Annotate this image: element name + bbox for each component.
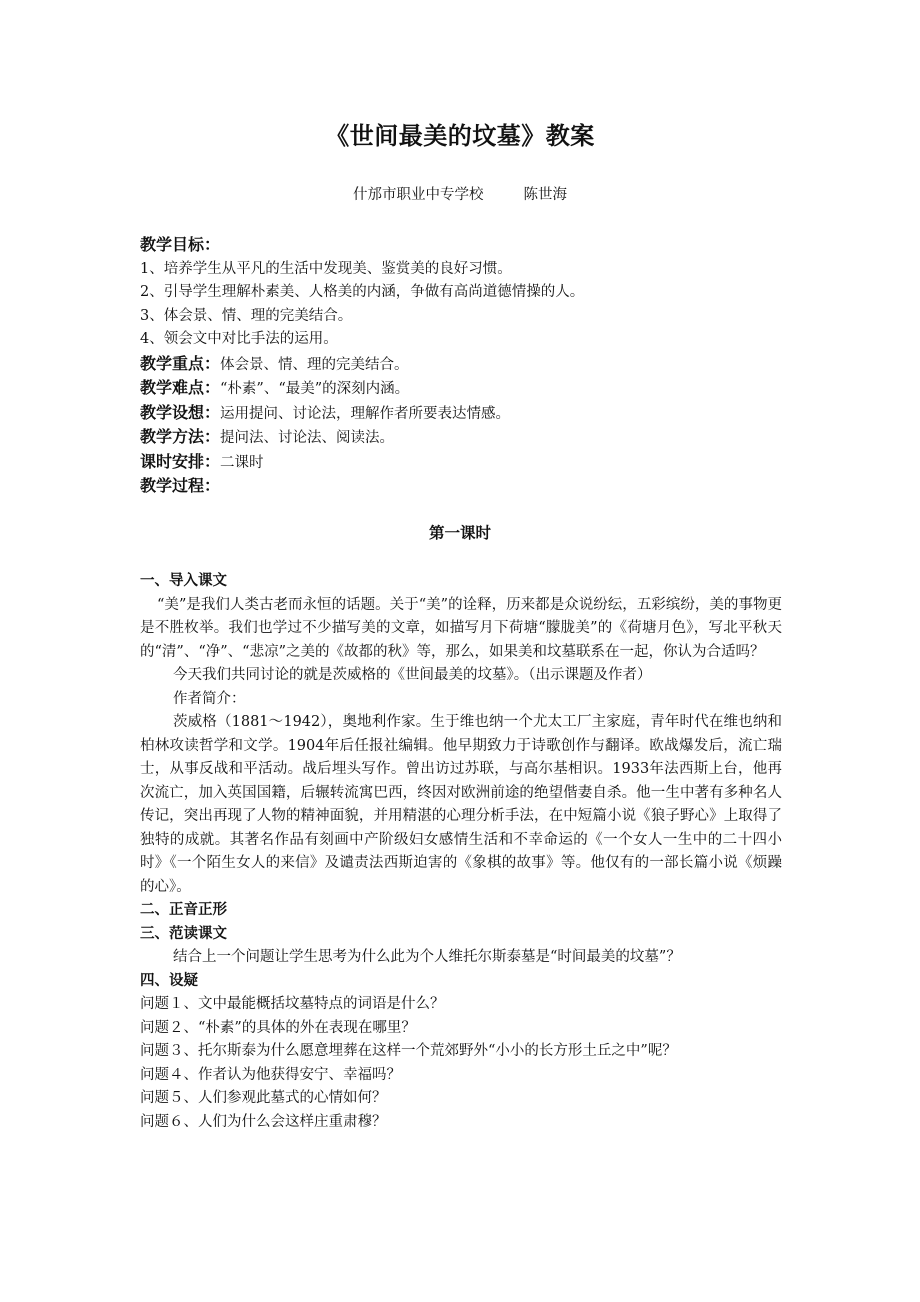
info-row-idea [140,401,782,426]
info-row-difficulty [140,376,782,401]
author-school: 什邡市职业中专学校 [353,187,484,203]
info-label: 教学方法： [140,427,221,446]
section3-text: 结合上一个问题让学生思考为什么此为个人维托尔斯泰墓是“时间最美的坟墓”？ [173,949,681,965]
section-heading: 一、导入课文 [140,573,227,589]
info-label: 课时安排： [140,451,221,471]
question-item: 问题３、托尔斯泰为什么愿意埋葬在这样一个荒郊野外“小小的长方形土丘之中”呢？ [140,1043,677,1059]
info-label: 教学重点： [140,353,221,373]
author-line [0,184,920,206]
section-heading: 四、设疑 [140,972,198,989]
objectives-block [140,233,782,499]
objective-item: 4、领会文中对比手法的运用。 [140,331,338,347]
objective-item: 3、体会景、情、理的完美结合。 [140,307,353,324]
info-label: 教学过程： [140,476,221,495]
info-row-focus [140,352,782,377]
document-title: 《世间最美的坟墓》教案 [325,122,595,150]
author-intro-label: 作者简介： [173,690,246,707]
info-value: 二课时 [220,454,264,471]
info-row-process [140,474,782,499]
question-item: 问题６、人们为什么会这样庄重肃穆？ [140,1113,387,1130]
lesson-body [140,570,782,1134]
question-item: 问题５、人们参观此墓式的心情如何？ [140,1090,387,1106]
lesson-title: 第一课时 [428,524,491,542]
question-item: 问题１、文中最能概括坟墓特点的词语是什么？ [140,996,445,1012]
info-value: 提问法、讨论法、阅读法。 [220,430,395,446]
question-item: 问题２、“朴素”的具体的外在表现在哪里？ [140,1019,416,1036]
author-bio-paragraph: 茨威格（1881～1942），奥地利作家。生于维也纳一个尤太工厂主家庭，青年时代在维也纳和柏林攻读哲学和文学。1904年后任报社编辑。他早期致力于诗歌创作与翻译。欧战爆发后，流亡瑞士，从事反战和平活动。战后埋头写作。曾出访过苏联，与高尔基相识。1933年法西斯上台，他再次流亡，加入英国国籍，后辗转流寓巴西，终因对欧洲前途的绝望偕妻自杀。他一生中著有多种名人传记，突出再现了人物的精神面貌，并用精湛的心理分析手法，在中短篇小说《狼子野心》上取得了独特的成就。其著名作品有刻画中产阶级妇女感情生活和不幸命运的《一个女人一生中的二十四小时》《一个陌生女人的来信》及谴责法西斯迫害的《象棋的故事》等。他仅有的一部长篇小说《烦躁的心》。 [140,714,782,895]
author-name: 陈世海 [523,187,567,203]
intro-paragraph: “美”是我们人类古老而永恒的话题。关于“美”的诠释，历来都是众说纷纭，五彩缤纷，美的事物更是不胜枚举。我们也学过不少描写美的文章，如描写月下荷塘“朦胧美”的《荷塘月色》，写北平秋天的“清”、“净”、“悲凉”之美的《故都的秋》等，那么，如果美和坟墓联系在一起，你认为合适吗？ [140,596,782,660]
today-paragraph: 今天我们共同讨论的就是茨威格的《世间最美的坟墓》。（出示课题及作者） [173,667,652,683]
objective-item: 1、培养学生从平凡的生活中发现美、鉴赏美的良好习惯。 [140,260,512,277]
info-value: 运用提问、讨论法，理解作者所要表达情感。 [220,405,511,422]
question-item: 问题４、作者认为他获得安宁、幸福吗？ [140,1066,401,1083]
info-label: 教学难点： [140,378,221,397]
section-heading: 三、范读课文 [140,925,227,942]
info-value: 体会景、情、理的完美结合。 [220,356,409,373]
section-heading: 二、正音正形 [140,902,227,918]
objectives-heading: 教学目标： [140,235,221,254]
info-value: “朴素”、“最美”的深刻内涵。 [220,381,410,397]
info-label: 教学设想： [140,402,221,422]
info-row-method [140,425,782,450]
objective-item: 2、引导学生理解朴素美、人格美的内涵，争做有高尚道德情操的人。 [140,284,585,300]
info-row-schedule [140,450,782,475]
